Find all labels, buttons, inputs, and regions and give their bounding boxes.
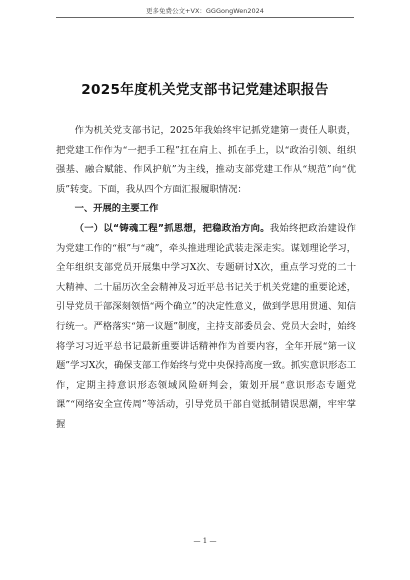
subsection-lead: （一）以“铸魂工程”抓思想，把稳政治方向。 bbox=[74, 222, 270, 234]
header-divider bbox=[56, 17, 354, 18]
subsection-body: 我始终把政治建设作为党建工作的“根”与“魂”，牵头推进理论武装走深走实。谋划理论学习，全年组织支部党员开展集中学习X次、专题研讨X次，重点学习党的二十大精神、二十届历次全会精神及习近平总书记关于机关党建的重要论述，引导党员干部深刻领悟“两个确立”的决定性意义，做到学思用贯通、知信行统一。严格落实“第一议题”制度，主持支部委员会、党员大会时，始终将学习习近平总书记最新重要讲话精神作为首要内容，全年开展“第一议题”学习X次，确保支部工作始终与党中央保持高度一致。抓实意识形态工作，定期主持意识形态领域风险研判会，策划开展“意识形态专题党课”“网络安全宣传周”等活动，引导党员干部自觉抵制错误思潮，牢牢掌握 bbox=[56, 222, 356, 430]
document-body bbox=[56, 121, 356, 435]
header-note: 更多免费公文+VX：GGGongWen2024 bbox=[146, 7, 264, 15]
intro-paragraph: 作为机关党支部书记，2025年我始终牢记抓党建第一责任人职责，把党建工作作为“一把手工程”扛在肩上、抓在手上，以“政治引领、组织强基、融合赋能、作风护航”为主线，推动支部党建工作从“规范”向“优质”转变。下面，我从四个方面汇报履职情况： bbox=[56, 125, 356, 195]
page-number: — 1 — bbox=[193, 537, 217, 545]
subsection-paragraph bbox=[56, 219, 356, 435]
section-heading: 一、开展的主要工作 bbox=[74, 203, 159, 215]
document-title: 2025年度机关党支部书记党建述职报告 bbox=[81, 82, 329, 98]
